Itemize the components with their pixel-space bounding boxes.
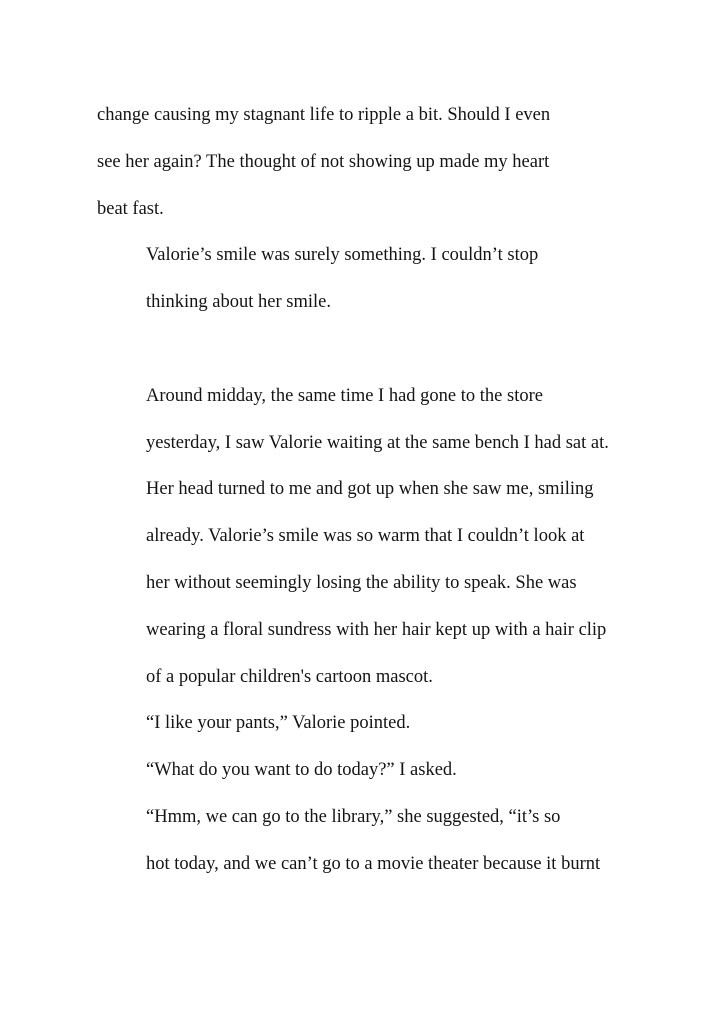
- text-line: beat fast.: [97, 198, 164, 219]
- scene-break: [97, 326, 622, 373]
- paragraph-6: [97, 794, 622, 888]
- text-line: yesterday, I saw Valorie waiting at the same bench I had sat at.: [146, 432, 609, 453]
- text-line: Her head turned to me and got up when she saw me, smiling: [146, 479, 594, 500]
- text-line: Valorie’s smile was surely something. I couldn’t stop: [146, 245, 539, 266]
- text-line: “What do you want to do today?” I asked.: [146, 760, 457, 781]
- text-line: “I like your pants,” Valorie pointed.: [146, 713, 411, 734]
- text-line: thinking about her smile.: [146, 292, 331, 313]
- body-text: [97, 92, 622, 888]
- paragraph-5: [97, 747, 622, 794]
- paragraph-1: [97, 92, 622, 232]
- text-line: see her again? The thought of not showing up made my heart: [97, 151, 550, 172]
- text-line: already. Valorie’s smile was so warm that I couldn’t look at: [146, 526, 585, 547]
- text-line: wearing a floral sundress with her hair kept up with a hair clip: [146, 619, 607, 640]
- text-line: change causing my stagnant life to ripple a bit. Should I even: [97, 105, 551, 125]
- paragraph-3: [97, 373, 622, 701]
- text-line: of a popular children's cartoon mascot.: [146, 666, 433, 687]
- text-line: “Hmm, we can go to the library,” she suggested, “it’s so: [146, 806, 561, 827]
- paragraph-2: [97, 232, 622, 326]
- text-line: hot today, and we can’t go to a movie theater because it burnt: [146, 853, 601, 874]
- text-line: her without seemingly losing the ability to speak. She was: [146, 572, 577, 593]
- paragraph-4: [97, 700, 622, 747]
- text-line: Around midday, the same time I had gone to the store: [146, 385, 543, 406]
